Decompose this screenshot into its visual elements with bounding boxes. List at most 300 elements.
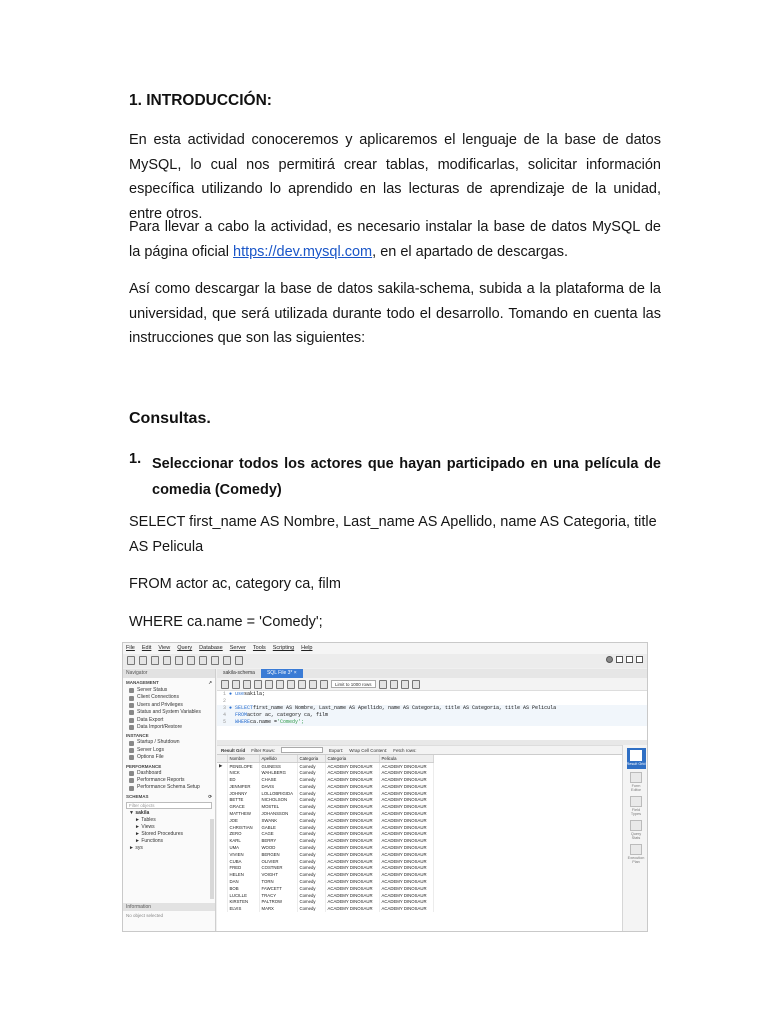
nav-item-icon — [129, 725, 134, 730]
row-marker — [217, 844, 227, 851]
cell-nombre: VIVIEN — [227, 851, 259, 858]
cell-nombre: JENNIFER — [227, 783, 259, 790]
cell-apellido: WAHLBERG — [259, 769, 297, 776]
side-panel-button[interactable] — [627, 796, 646, 817]
cell-apellido: MARX — [259, 905, 297, 912]
cell-nombre: DAN — [227, 878, 259, 885]
menu-item[interactable]: View — [158, 645, 171, 651]
workbench-screenshot — [122, 642, 648, 932]
cell-pelicula: ACADEMY DINOSAUR — [379, 837, 433, 844]
navigator-item[interactable] — [123, 717, 215, 724]
cell-categoria-2: ACADEMY DINOSAUR — [325, 790, 379, 797]
intro-paragraph-2-end: , en el apartado de descargas. — [372, 243, 569, 260]
cell-pelicula: ACADEMY DINOSAUR — [379, 851, 433, 858]
navigator-scrollbar[interactable] — [210, 819, 214, 899]
cell-pelicula: ACADEMY DINOSAUR — [379, 844, 433, 851]
create-procedure-icon[interactable] — [199, 656, 207, 665]
intro-paragraph-3: Así como descargar la base de datos sakila-schema, subida a la plataforma de la universidad, que será utilizada durante todo el desarrollo. Tomando en cuenta las instrucciones que son las siguientes: — [129, 281, 661, 346]
explain-icon[interactable] — [265, 680, 273, 689]
cell-categoria-2: ACADEMY DINOSAUR — [325, 769, 379, 776]
side-panel-button[interactable] — [627, 820, 646, 841]
navigator-item[interactable] — [123, 724, 215, 731]
cell-categoria: Comedy — [297, 776, 325, 783]
row-marker — [217, 824, 227, 831]
result-grid[interactable] — [217, 754, 622, 932]
information-body: No object selected — [126, 913, 164, 918]
schema-sakila-label: sakila — [135, 809, 150, 816]
cell-nombre: KARL — [227, 837, 259, 844]
navigator-item-label: Options File — [137, 754, 164, 761]
cell-categoria: Comedy — [297, 817, 325, 824]
cell-nombre: CHRISTIAN — [227, 824, 259, 831]
export-label[interactable]: Export: — [329, 747, 344, 753]
side-panel-label: Query Stats — [630, 831, 642, 840]
row-marker — [217, 871, 227, 878]
row-marker — [217, 796, 227, 803]
row-marker — [217, 790, 227, 797]
cell-categoria-2: ACADEMY DINOSAUR — [325, 810, 379, 817]
toggle-output-icon[interactable] — [626, 656, 633, 663]
cell-nombre: JOHNNY — [227, 790, 259, 797]
limit-rows-select[interactable]: Limit to 1000 rows — [331, 680, 376, 688]
cell-nombre: NICK — [227, 769, 259, 776]
code-rest-5: ca.name = — [250, 719, 278, 725]
search-table-icon[interactable] — [223, 656, 231, 665]
navigator-item[interactable] — [123, 754, 215, 761]
stop-icon[interactable] — [276, 680, 284, 689]
side-panel-icon — [630, 750, 642, 761]
schema-child-label: Functions — [141, 837, 164, 844]
table-row[interactable] — [217, 817, 433, 824]
cell-apellido: FAWCETT — [259, 885, 297, 892]
navigator-item-label: Performance Schema Setup — [137, 784, 200, 791]
result-table — [217, 755, 434, 912]
row-marker — [217, 783, 227, 790]
row-marker — [217, 803, 227, 810]
row-marker — [217, 776, 227, 783]
nav-item-icon — [129, 748, 134, 753]
execute-icon[interactable] — [243, 680, 251, 689]
cell-pelicula: ACADEMY DINOSAUR — [379, 864, 433, 871]
cell-categoria: Comedy — [297, 858, 325, 865]
cell-categoria-2: ACADEMY DINOSAUR — [325, 837, 379, 844]
cell-pelicula: ACADEMY DINOSAUR — [379, 892, 433, 899]
cell-categoria-2: ACADEMY DINOSAUR — [325, 905, 379, 912]
nav-item-icon — [129, 755, 134, 760]
intro-paragraph-2 — [129, 215, 661, 264]
cell-categoria-2: ACADEMY DINOSAUR — [325, 898, 379, 905]
management-label: MANAGEMENT — [126, 680, 159, 685]
column-header[interactable]: Pelicula — [379, 755, 433, 763]
cell-apellido: WOOD — [259, 844, 297, 851]
mysql-link[interactable]: https://dev.mysql.com — [233, 243, 373, 260]
toggle-error-icon[interactable] — [287, 680, 295, 689]
side-panel-button[interactable] — [627, 772, 646, 793]
code-line-4: 4 FROM actor ac, category ca, film — [217, 712, 648, 719]
nav-item-icon — [129, 778, 134, 783]
filter-objects-input[interactable]: Filter objects — [126, 802, 212, 809]
table-row[interactable] — [217, 864, 433, 871]
intro-paragraph-2-start: Para llevar a cabo la actividad, es necesario instalar la base de datos MySQL de la página oficial — [129, 219, 661, 260]
open-file-icon[interactable] — [221, 680, 229, 689]
menu-item[interactable]: Edit — [141, 645, 152, 651]
schema-child-item[interactable]: ► Views — [135, 823, 155, 830]
cell-apellido: TORN — [259, 878, 297, 885]
column-header[interactable]: Apellido — [259, 755, 297, 763]
menu-item[interactable]: Tools — [252, 645, 266, 651]
cell-apellido: CHASE — [259, 776, 297, 783]
table-row[interactable] — [217, 844, 433, 851]
table-row[interactable] — [217, 824, 433, 831]
cell-categoria-2: ACADEMY DINOSAUR — [325, 796, 379, 803]
intro-heading: 1. INTRODUCCIÓN: — [129, 92, 272, 109]
layout-icons — [606, 656, 643, 663]
cell-nombre: PENELOPE — [227, 763, 259, 770]
save-icon[interactable] — [232, 680, 240, 689]
schema-child-label: Stored Procedures — [141, 830, 184, 837]
code-line-3: 3 ● SELECT first_name AS Nombre, Last_name AS Apellido, name AS Categoria, title AS Categoria, title AS Pelicula — [217, 705, 648, 712]
cell-apellido: COSTNER — [259, 864, 297, 871]
schema-child-label: Views — [141, 823, 155, 830]
menu-item[interactable]: Database — [199, 645, 223, 651]
cell-apellido: OLIVIER — [259, 858, 297, 865]
table-row[interactable] — [217, 803, 433, 810]
table-row[interactable] — [217, 878, 433, 885]
editor-tabs — [217, 669, 648, 678]
code-kw-1: use — [235, 691, 245, 697]
row-marker — [217, 858, 227, 865]
cell-apellido: BERRY — [259, 837, 297, 844]
table-row[interactable] — [217, 796, 433, 803]
reconnect-icon[interactable] — [235, 656, 243, 665]
cell-pelicula: ACADEMY DINOSAUR — [379, 796, 433, 803]
filter-rows-input[interactable] — [281, 747, 323, 753]
table-row[interactable] — [217, 783, 433, 790]
code-kw-3: SELECT — [235, 705, 254, 711]
wrap-cell-label[interactable]: Wrap Cell Content: — [349, 747, 388, 753]
schema-sakila[interactable]: ▼ sakila — [129, 809, 150, 816]
cell-categoria-2: ACADEMY DINOSAUR — [325, 885, 379, 892]
cell-pelicula: ACADEMY DINOSAUR — [379, 905, 433, 912]
cell-categoria-2: ACADEMY DINOSAUR — [325, 824, 379, 831]
cell-categoria-2: ACADEMY DINOSAUR — [325, 851, 379, 858]
cell-pelicula: ACADEMY DINOSAUR — [379, 803, 433, 810]
table-row[interactable] — [217, 851, 433, 858]
code-kw-4: FROM — [235, 712, 248, 718]
result-header-row — [217, 755, 433, 763]
schema-sys-label: sys — [135, 844, 143, 851]
side-panel-label: Field Types — [630, 807, 642, 816]
sql-from-line: FROM actor ac, category ca, film — [129, 576, 341, 592]
side-panel-label: Form Editor — [631, 783, 641, 792]
menu-bar — [123, 643, 647, 654]
cell-pelicula: ACADEMY DINOSAUR — [379, 871, 433, 878]
navigator-item[interactable] — [123, 747, 215, 754]
navigator-item[interactable] — [123, 739, 215, 746]
nav-item-icon — [129, 786, 134, 791]
schema-child-item[interactable]: ► Functions — [135, 837, 164, 844]
row-marker — [217, 817, 227, 824]
cell-nombre: GRACE — [227, 803, 259, 810]
inspector-icon[interactable] — [151, 656, 159, 665]
cell-pelicula: ACADEMY DINOSAUR — [379, 817, 433, 824]
table-row[interactable] — [217, 769, 433, 776]
cell-pelicula: ACADEMY DINOSAUR — [379, 858, 433, 865]
toggle-secondary-sidebar-icon[interactable] — [636, 656, 643, 663]
row-marker — [217, 851, 227, 858]
column-header[interactable]: Categoria — [297, 755, 325, 763]
navigator-header: Navigator — [123, 669, 215, 678]
cell-nombre: UMA — [227, 844, 259, 851]
cell-categoria-2: ACADEMY DINOSAUR — [325, 892, 379, 899]
find-icon[interactable] — [390, 680, 398, 689]
side-panel-icon — [630, 820, 642, 831]
navigator-item-label: Status and System Variables — [137, 709, 201, 716]
navigator-item[interactable] — [123, 770, 215, 777]
cell-categoria: Comedy — [297, 905, 325, 912]
side-panel-icon — [630, 772, 642, 783]
cell-nombre: MATTHEW — [227, 810, 259, 817]
cell-apellido: PALTROW — [259, 898, 297, 905]
cell-apellido: TRACY — [259, 892, 297, 899]
column-header[interactable]: Categoria — [325, 755, 379, 763]
cell-categoria: Comedy — [297, 803, 325, 810]
table-row[interactable] — [217, 885, 433, 892]
table-row[interactable] — [217, 858, 433, 865]
cell-apellido: BERGEN — [259, 851, 297, 858]
cell-nombre: LUCILLE — [227, 892, 259, 899]
management-section — [123, 678, 215, 687]
cell-nombre: ELVIS — [227, 905, 259, 912]
rollback-icon[interactable] — [309, 680, 317, 689]
cell-categoria: Comedy — [297, 837, 325, 844]
table-row[interactable] — [217, 810, 433, 817]
cell-pelicula: ACADEMY DINOSAUR — [379, 776, 433, 783]
question-1-number: 1. — [129, 451, 142, 467]
cell-nombre: BETTE — [227, 796, 259, 803]
table-row[interactable] — [217, 830, 433, 837]
menu-item[interactable]: Query — [177, 645, 193, 651]
cell-nombre: JOE — [227, 817, 259, 824]
cell-pelicula: ACADEMY DINOSAUR — [379, 824, 433, 831]
nav-item-icon — [129, 696, 134, 701]
cell-apellido: MOSTEL — [259, 803, 297, 810]
create-view-icon[interactable] — [187, 656, 195, 665]
instance-section — [123, 731, 215, 739]
nav-item-icon — [129, 710, 134, 715]
consultas-heading: Consultas. — [129, 410, 211, 427]
cell-categoria: Comedy — [297, 871, 325, 878]
navigator-item-label: Server Status — [137, 687, 168, 693]
tab-sakila-schema[interactable]: sakila-schema — [223, 670, 255, 676]
navigator-item[interactable] — [123, 687, 215, 694]
code-line-1: 1 ● use sakila; — [222, 691, 266, 697]
cell-pelicula: ACADEMY DINOSAUR — [379, 898, 433, 905]
refresh-icon[interactable]: ⟳ — [208, 793, 212, 799]
schema-child-item[interactable]: ► Tables — [135, 816, 156, 823]
schemas-section — [123, 792, 215, 801]
navigator-item[interactable] — [123, 694, 215, 701]
create-function-icon[interactable] — [211, 656, 219, 665]
sql-where-line: WHERE ca.name = 'Comedy'; — [129, 614, 323, 630]
navigator-item-label: Startup / Shutdown — [137, 739, 180, 746]
cell-nombre: KIRSTEN — [227, 898, 259, 905]
navigator-item[interactable] — [123, 777, 215, 784]
row-marker — [217, 837, 227, 844]
sql-editor[interactable] — [217, 691, 648, 740]
navigator-item-label: Users and Privileges — [137, 701, 183, 708]
cell-categoria-2: ACADEMY DINOSAUR — [325, 776, 379, 783]
navigator-item-label: Performance Reports — [137, 777, 185, 784]
close-icon[interactable]: × — [293, 670, 297, 676]
side-panel-button[interactable] — [627, 748, 646, 769]
cell-categoria: Comedy — [297, 898, 325, 905]
cell-categoria: Comedy — [297, 885, 325, 892]
side-panel-icon — [630, 796, 642, 807]
nav-item-icon — [129, 718, 134, 723]
nav-item-icon — [129, 703, 134, 708]
row-marker — [217, 830, 227, 837]
cell-nombre: HELEN — [227, 871, 259, 878]
side-panel-icon — [630, 844, 642, 855]
cell-apellido: SWANK — [259, 817, 297, 824]
performance-section — [123, 762, 215, 770]
cell-apellido: VOIGHT — [259, 871, 297, 878]
intro-paragraph-1: En esta actividad conoceremos y aplicaremos el lenguaje de la base de datos MySQL, lo cual nos permitirá crear tablas, modificarlas, solicitar información específica utilizando lo aprendido en las lecturas de aprendizaje de la unidad, entre otros. — [129, 132, 661, 222]
cell-apellido: LOLLOBRIGIDA — [259, 790, 297, 797]
navigator-item-label: Data Export — [137, 716, 164, 723]
beautify-icon[interactable] — [379, 680, 387, 689]
cell-categoria: Comedy — [297, 783, 325, 790]
question-1-text: Seleccionar todos los actores que hayan participado en una película de comedia (Comedy) — [152, 456, 661, 498]
menu-item[interactable]: Scripting — [272, 645, 295, 651]
cell-categoria-2: ACADEMY DINOSAUR — [325, 878, 379, 885]
row-marker — [217, 864, 227, 871]
schema-child-item[interactable]: ► Stored Procedures — [135, 830, 184, 837]
row-marker-header — [217, 755, 227, 763]
cell-apellido: JOHANSSON — [259, 810, 297, 817]
row-marker: ▶ — [217, 763, 227, 770]
cell-pelicula: ACADEMY DINOSAUR — [379, 783, 433, 790]
cell-categoria: Comedy — [297, 790, 325, 797]
row-marker — [217, 878, 227, 885]
navigator-item-label: Data Import/Restore — [137, 724, 183, 731]
autocommit-icon[interactable] — [320, 680, 328, 689]
row-marker — [217, 905, 227, 912]
cell-apellido: GABLE — [259, 824, 297, 831]
row-marker — [217, 892, 227, 899]
code-line-2: 2 — [222, 698, 226, 704]
column-header[interactable]: Nombre — [227, 755, 259, 763]
cell-categoria: Comedy — [297, 851, 325, 858]
table-row[interactable] — [217, 763, 433, 770]
code-rest-4: actor ac, category ca, film — [247, 712, 329, 718]
result-grid-label[interactable]: Result Grid — [221, 747, 246, 753]
cell-categoria-2: ACADEMY DINOSAUR — [325, 783, 379, 790]
expand-icon[interactable]: ↗ — [208, 680, 212, 685]
menu-item[interactable]: Help — [301, 645, 313, 651]
side-panel-button[interactable] — [627, 844, 646, 865]
gear-icon[interactable] — [606, 656, 613, 663]
cell-apellido: NICHOLSON — [259, 796, 297, 803]
cell-categoria: Comedy — [297, 830, 325, 837]
navigator-item-label: Client Connections — [137, 694, 179, 701]
cell-nombre: ZERO — [227, 830, 259, 837]
cell-categoria: Comedy — [297, 810, 325, 817]
execute-current-icon[interactable] — [254, 680, 262, 689]
cell-pelicula: ACADEMY DINOSAUR — [379, 885, 433, 892]
toggle-sidebar-icon[interactable] — [616, 656, 623, 663]
filter-rows-label: Filter Rows: — [251, 747, 276, 753]
navigator-item[interactable] — [123, 709, 215, 716]
schema-sys[interactable]: ► sys — [129, 844, 143, 851]
cell-nombre: ED — [227, 776, 259, 783]
navigator-item[interactable] — [123, 784, 215, 791]
schema-child-label: Tables — [141, 816, 156, 823]
code-rest-1: sakila; — [244, 691, 266, 697]
row-marker — [217, 769, 227, 776]
cell-pelicula: ACADEMY DINOSAUR — [379, 763, 433, 770]
performance-label: PERFORMANCE — [126, 763, 162, 769]
menu-item[interactable]: File — [126, 645, 135, 651]
cell-categoria: Comedy — [297, 844, 325, 851]
table-row[interactable] — [217, 892, 433, 899]
nav-item-icon — [129, 688, 134, 693]
new-sql-tab-icon[interactable] — [127, 656, 135, 665]
cell-apellido: GUINESS — [259, 763, 297, 770]
navigator-item-label: Dashboard — [137, 769, 162, 776]
sql-select-line: SELECT first_name AS Nombre, Last_name AS Apellido, name AS Categoria, title AS Pelicula — [129, 514, 657, 555]
table-row[interactable] — [217, 898, 433, 905]
code-line-5: 5 WHERE ca.name = 'Comedy'; — [217, 719, 648, 726]
create-table-icon[interactable] — [175, 656, 183, 665]
nav-item-icon — [129, 741, 134, 746]
navigator-item[interactable] — [123, 702, 215, 709]
cell-categoria-2: ACADEMY DINOSAUR — [325, 858, 379, 865]
cell-categoria-2: ACADEMY DINOSAUR — [325, 844, 379, 851]
cell-nombre: FRED — [227, 864, 259, 871]
table-row[interactable] — [217, 776, 433, 783]
menu-item[interactable]: Server — [229, 645, 246, 651]
table-row[interactable] — [217, 905, 433, 912]
table-row[interactable] — [217, 837, 433, 844]
tab-sql-file[interactable] — [261, 669, 303, 678]
create-schema-icon[interactable] — [163, 656, 171, 665]
wrap-lines-icon[interactable] — [412, 680, 420, 689]
cell-pelicula: ACADEMY DINOSAUR — [379, 769, 433, 776]
cell-pelicula: ACADEMY DINOSAUR — [379, 830, 433, 837]
table-row[interactable] — [217, 790, 433, 797]
tab-sql-file-label: SQL File 3* — [266, 670, 293, 676]
cell-categoria: Comedy — [297, 864, 325, 871]
cell-categoria: Comedy — [297, 769, 325, 776]
cell-categoria-2: ACADEMY DINOSAUR — [325, 817, 379, 824]
result-side-panel — [622, 745, 648, 932]
open-sql-icon[interactable] — [139, 656, 147, 665]
commit-icon[interactable] — [298, 680, 306, 689]
row-marker — [217, 810, 227, 817]
fetch-rows-label[interactable]: Fetch rows: — [393, 747, 417, 753]
cell-categoria: Comedy — [297, 892, 325, 899]
table-row[interactable] — [217, 871, 433, 878]
cell-categoria-2: ACADEMY DINOSAUR — [325, 830, 379, 837]
main-toolbar — [123, 654, 647, 668]
navigator-item-label: Server Logs — [137, 746, 164, 753]
cell-categoria-2: ACADEMY DINOSAUR — [325, 803, 379, 810]
invisible-chars-icon[interactable] — [401, 680, 409, 689]
row-marker — [217, 898, 227, 905]
code-str-5: 'Comedy'; — [277, 719, 305, 725]
